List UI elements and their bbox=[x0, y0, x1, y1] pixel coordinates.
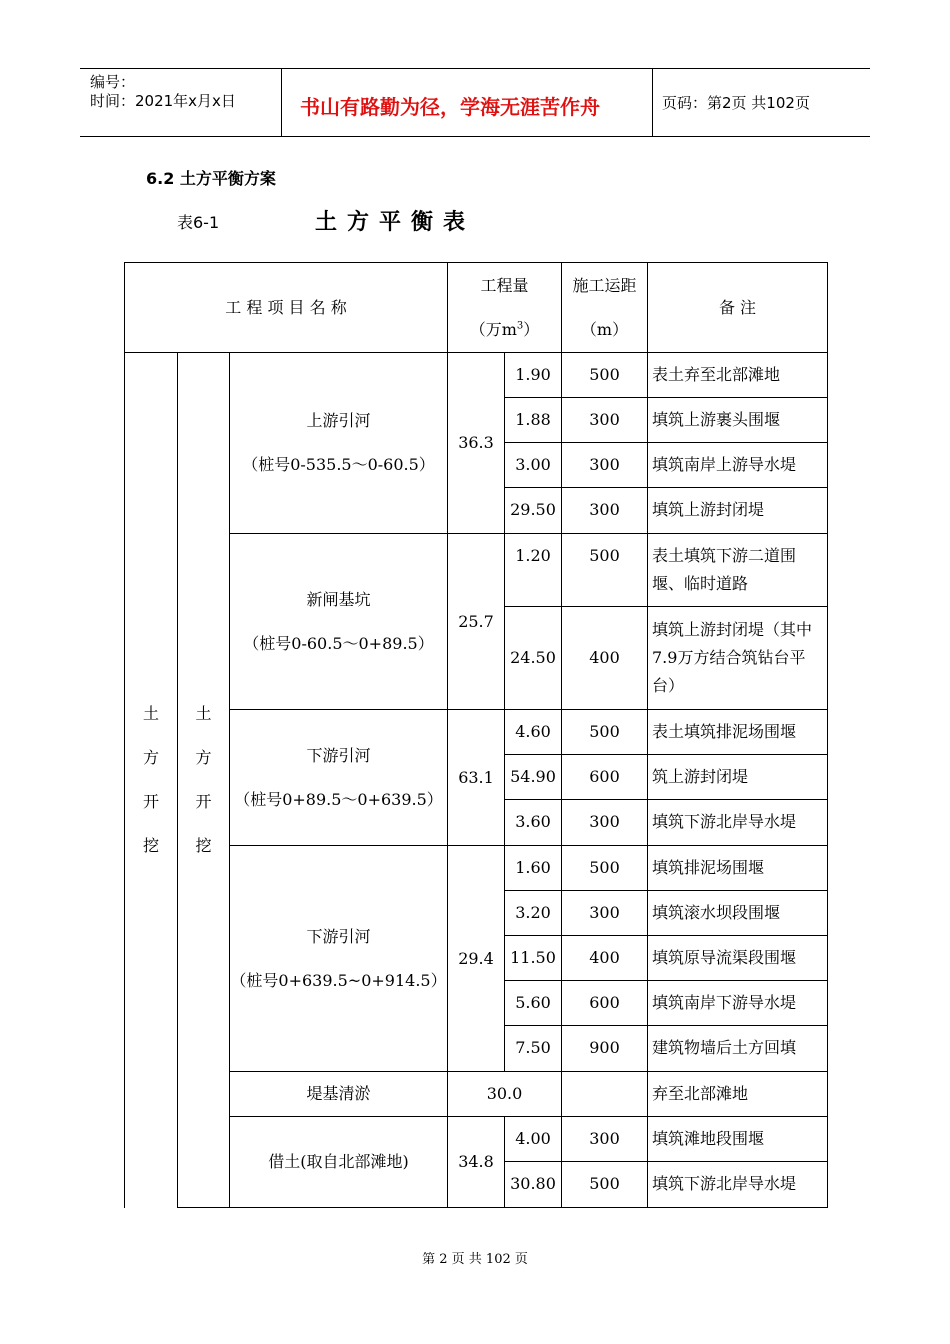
header-quantity bbox=[448, 263, 562, 353]
cell-dist: 600 bbox=[562, 981, 648, 1026]
cell-note: 填筑上游裹头围堰 bbox=[648, 398, 828, 443]
cell-note: 填筑上游封闭堤（其中7.9万方结合筑钻台平台） bbox=[648, 607, 828, 710]
borrow-total: 34.8 bbox=[448, 1117, 505, 1208]
borrow-name: 借土(取自北部滩地) bbox=[230, 1117, 448, 1208]
cell-qty: 1.60 bbox=[505, 846, 562, 891]
cell-note: 填筑原导流渠段围堰 bbox=[648, 936, 828, 981]
group-3-stake: （桩号0+89.5～0+639.5） bbox=[234, 789, 443, 809]
cell-note: 填筑滚水坝段围堰 bbox=[648, 891, 828, 936]
group-2-total: 25.7 bbox=[448, 534, 505, 710]
header-divider-left bbox=[281, 68, 282, 136]
table-title: 土方平衡表 bbox=[315, 209, 476, 235]
header-motto: 书山有路勤为径，学海无涯苦作舟 bbox=[300, 95, 600, 119]
cell-note: 表土弃至北部滩地 bbox=[648, 353, 828, 398]
cell-note: 筑上游封闭堤 bbox=[648, 755, 828, 800]
cell-qty: 3.60 bbox=[505, 800, 562, 846]
cell-note: 建筑物墙后土方回填 bbox=[648, 1026, 828, 1072]
table-row bbox=[125, 1072, 828, 1117]
cell-dist: 300 bbox=[562, 398, 648, 443]
cell-note: 填筑下游北岸导水堤 bbox=[648, 1162, 828, 1208]
category-outer bbox=[125, 353, 178, 1208]
table-number: 表6-1 bbox=[177, 213, 220, 232]
group-4-name bbox=[230, 846, 448, 1072]
header-note: 备 注 bbox=[648, 263, 828, 353]
table-row bbox=[125, 710, 828, 755]
cell-note: 表土填筑排泥场围堰 bbox=[648, 710, 828, 755]
group-2-stake: （桩号0-60.5～0+89.5） bbox=[243, 633, 434, 653]
group-1-total: 36.3 bbox=[448, 353, 505, 534]
cell-dist: 300 bbox=[562, 443, 648, 488]
header-item-name: 工 程 项 目 名 称 bbox=[125, 263, 448, 353]
header-distance bbox=[562, 263, 648, 353]
cell-qty: 29.50 bbox=[505, 488, 562, 534]
earthwork-balance-table bbox=[124, 262, 828, 1208]
group-4-stake: （桩号0+639.5~0+914.5） bbox=[230, 970, 447, 990]
cell-dist: 500 bbox=[562, 1162, 648, 1208]
category-outer-char-1: 土方开挖 bbox=[142, 704, 159, 856]
cell-qty: 3.00 bbox=[505, 443, 562, 488]
cell-dist: 500 bbox=[562, 846, 648, 891]
cell-dist: 500 bbox=[562, 710, 648, 755]
cell-qty: 4.60 bbox=[505, 710, 562, 755]
header-quantity-line1: 工程量 bbox=[480, 275, 529, 295]
table-row bbox=[125, 534, 828, 607]
dike-dist-empty bbox=[562, 1072, 648, 1117]
group-4-title: 下游引河 bbox=[306, 926, 371, 946]
group-3-title: 下游引河 bbox=[306, 745, 371, 765]
section-title: 6.2 土方平衡方案 bbox=[146, 169, 276, 188]
header-page-info: 页码：第2页 共102页 bbox=[662, 94, 810, 112]
group-3-name bbox=[230, 710, 448, 846]
cell-qty: 1.90 bbox=[505, 353, 562, 398]
cell-dist: 300 bbox=[562, 488, 648, 534]
dike-note: 弃至北部滩地 bbox=[648, 1072, 828, 1117]
cell-qty: 4.00 bbox=[505, 1117, 562, 1162]
group-1-title: 上游引河 bbox=[306, 411, 371, 430]
cell-dist: 300 bbox=[562, 1117, 648, 1162]
group-2-title: 新闸基坑 bbox=[306, 589, 371, 609]
table-row bbox=[125, 846, 828, 891]
cell-note: 填筑排泥场围堰 bbox=[648, 846, 828, 891]
group-3-total: 63.1 bbox=[448, 710, 505, 846]
cell-qty: 5.60 bbox=[505, 981, 562, 1026]
group-1-stake: （桩号0-535.5～0-60.5） bbox=[242, 455, 435, 474]
cell-dist: 500 bbox=[562, 534, 648, 607]
header-bottom-rule bbox=[80, 136, 870, 137]
cell-dist: 400 bbox=[562, 607, 648, 710]
header-divider-right bbox=[652, 68, 653, 136]
header-distance-line2: （m） bbox=[580, 319, 629, 339]
cell-qty: 54.90 bbox=[505, 755, 562, 800]
header-distance-line1: 施工运距 bbox=[572, 275, 637, 295]
cell-dist: 300 bbox=[562, 800, 648, 846]
group-4-total: 29.4 bbox=[448, 846, 505, 1072]
cell-dist: 300 bbox=[562, 891, 648, 936]
cell-note: 填筑滩地段围堰 bbox=[648, 1117, 828, 1162]
cell-qty: 24.50 bbox=[505, 607, 562, 710]
dike-total: 30.0 bbox=[448, 1072, 562, 1117]
group-1-name bbox=[230, 353, 448, 534]
table-row bbox=[125, 1117, 828, 1162]
table-header-row bbox=[125, 263, 828, 353]
cell-qty: 30.80 bbox=[505, 1162, 562, 1208]
cell-qty: 1.88 bbox=[505, 398, 562, 443]
cell-qty: 3.20 bbox=[505, 891, 562, 936]
page-footer: 第 2 页 共 102 页 bbox=[422, 1252, 528, 1267]
cell-dist: 900 bbox=[562, 1026, 648, 1072]
header-quantity-line2: （万$m^3$） bbox=[469, 319, 540, 339]
cell-qty: 7.50 bbox=[505, 1026, 562, 1072]
cell-qty: 11.50 bbox=[505, 936, 562, 981]
header-top-rule bbox=[80, 68, 870, 69]
header-number-label: 编号： bbox=[90, 73, 136, 91]
category-inner bbox=[178, 353, 230, 1208]
cell-note: 填筑南岸上游导水堤 bbox=[648, 443, 828, 488]
category-inner-chars: 土方开挖 bbox=[195, 704, 212, 855]
cell-note: 填筑南岸下游导水堤 bbox=[648, 981, 828, 1026]
cell-note: 填筑上游封闭堤 bbox=[648, 488, 828, 534]
cell-note: 填筑下游北岸导水堤 bbox=[648, 800, 828, 846]
cell-note: 表土填筑下游二道围堰、临时道路 bbox=[648, 534, 828, 607]
group-2-name bbox=[230, 534, 448, 710]
cell-dist: 400 bbox=[562, 936, 648, 981]
header-time-label: 时间：2021年x月x日 bbox=[90, 92, 236, 110]
table-row bbox=[125, 353, 828, 398]
cell-dist: 600 bbox=[562, 755, 648, 800]
cell-qty: 1.20 bbox=[505, 534, 562, 607]
cell-dist: 500 bbox=[562, 353, 648, 398]
dike-name: 堤基清淤 bbox=[230, 1072, 448, 1117]
